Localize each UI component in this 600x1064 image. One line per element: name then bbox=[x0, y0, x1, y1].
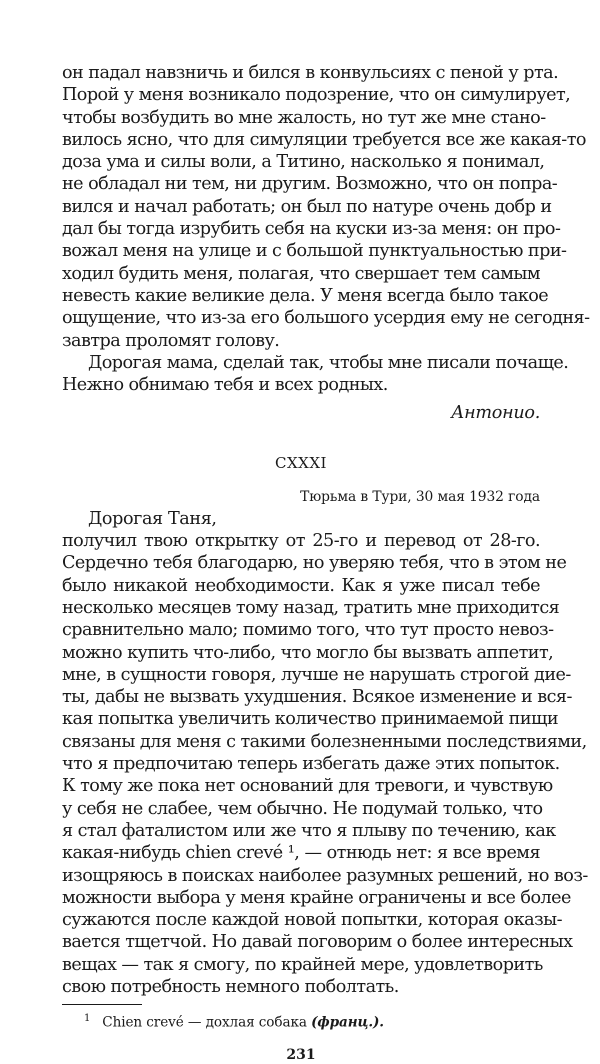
text-line: вещах — так я смогу, по крайней мере, удовлетворить bbox=[62, 954, 543, 975]
text-line: дал бы тогда изрубить себя на куски из-за меня: он про- bbox=[62, 219, 561, 240]
text-line: несколько месяцев тому назад, тратить мне приходится bbox=[62, 597, 560, 618]
text-line: мне, в сущности говоря, лучше не нарушать строгой дие- bbox=[62, 664, 571, 685]
text-line: можности выбора у меня крайне ограничены и все более bbox=[62, 887, 571, 908]
page-number: 231 bbox=[286, 1046, 316, 1063]
text-line: чтобы возбудить во мне жалость, но тут же мне стано- bbox=[62, 107, 546, 128]
book-page bbox=[62, 62, 590, 1064]
footnote-divider bbox=[62, 1004, 142, 1005]
text-line: получил твою открытку от 25-го и перевод от 28-го. bbox=[62, 531, 540, 552]
text-line: вается тщетчой. Но давай поговорим о более интересных bbox=[62, 932, 573, 953]
text-line: свою потребность немного поболтать. bbox=[62, 976, 399, 997]
text-line: ты, дабы не вызвать ухудшения. Всякое изменение и вся- bbox=[62, 687, 572, 708]
text-line: можно купить что-либо, что могло бы вызвать аппетит, bbox=[62, 642, 554, 663]
text-line: вилось ясно, что для симуляции требуется все же какая-то bbox=[62, 129, 586, 150]
text-line: было никакой необходимости. Как я уже писал тебе bbox=[62, 575, 540, 596]
footnote-language: (франц.). bbox=[311, 1014, 384, 1031]
text-line: не обладал ни тем, ни другим. Возможно, что он попра- bbox=[62, 174, 558, 195]
text-line: вился и начал работать; он был по натуре очень добр и bbox=[62, 196, 552, 217]
closing-line: Дорогая мама, сделай так, чтобы мне писали почаще. bbox=[88, 352, 569, 373]
letter-dateline: Тюрьма в Тури, 30 мая 1932 года bbox=[300, 488, 540, 505]
letter-number-heading: CXXXI bbox=[275, 453, 327, 472]
footnote-text: Chien crevé — дохлая собака bbox=[102, 1014, 307, 1031]
closing-line: Нежно обнимаю тебя и всех родных. bbox=[62, 375, 388, 396]
signature: Антонио. bbox=[451, 403, 540, 424]
text-line: у себя не слабее, чем обычно. Не подумай только, что bbox=[62, 798, 543, 819]
text-line: К тому же пока нет оснований для тревоги, и чувствую bbox=[62, 776, 553, 797]
text-line: связаны для меня с такими болезненными последствиями, bbox=[62, 731, 587, 752]
text-line: что я предпочитаю теперь избегать даже этих попыток. bbox=[62, 754, 560, 775]
text-line: ощущение, что из-за его большого усердия ему не сегодня- bbox=[62, 308, 590, 329]
previous-letter-body bbox=[62, 62, 590, 425]
footnote bbox=[62, 1010, 540, 1032]
footnote-marker: 1 bbox=[84, 1013, 91, 1025]
text-line: ходил будить меня, полагая, что свершает тем самым bbox=[62, 263, 540, 284]
text-line: вожал меня на улице и с большой пунктуальностью при- bbox=[62, 241, 567, 262]
text-line: невесть какие великие дела. У меня всегда было такое bbox=[62, 285, 549, 306]
text-line: изощряюсь в поисках наиболее разумных решений, но воз- bbox=[62, 865, 588, 886]
text-line: Порой у меня возникало подозрение, что он симулирует, bbox=[62, 85, 571, 106]
text-line: завтра проломят голову. bbox=[62, 330, 280, 351]
text-line: сравнительно мало; помимо того, что тут просто невоз- bbox=[62, 620, 554, 641]
text-line: Сердечно тебя благодарю, но уверяю тебя, что в этом не bbox=[62, 553, 567, 574]
text-line: доза ума и силы воли, а Титино, насколько я понимал, bbox=[62, 152, 545, 173]
text-line: кая попытка увеличить количество принимаемой пищи bbox=[62, 709, 559, 730]
text-line: сужаются после каждой новой попытки, которая оказы- bbox=[62, 910, 562, 931]
letter-body bbox=[62, 530, 588, 998]
text-line: я стал фаталистом или же что я плыву по течению, как bbox=[62, 820, 556, 841]
letter-salutation: Дорогая Таня, bbox=[88, 508, 217, 529]
text-line: он падал навзничь и бился в конвульсиях с пеной у рта. bbox=[62, 63, 559, 83]
text-line: какая-нибудь chien crevé ¹, — отнюдь нет: я все время bbox=[62, 843, 540, 864]
